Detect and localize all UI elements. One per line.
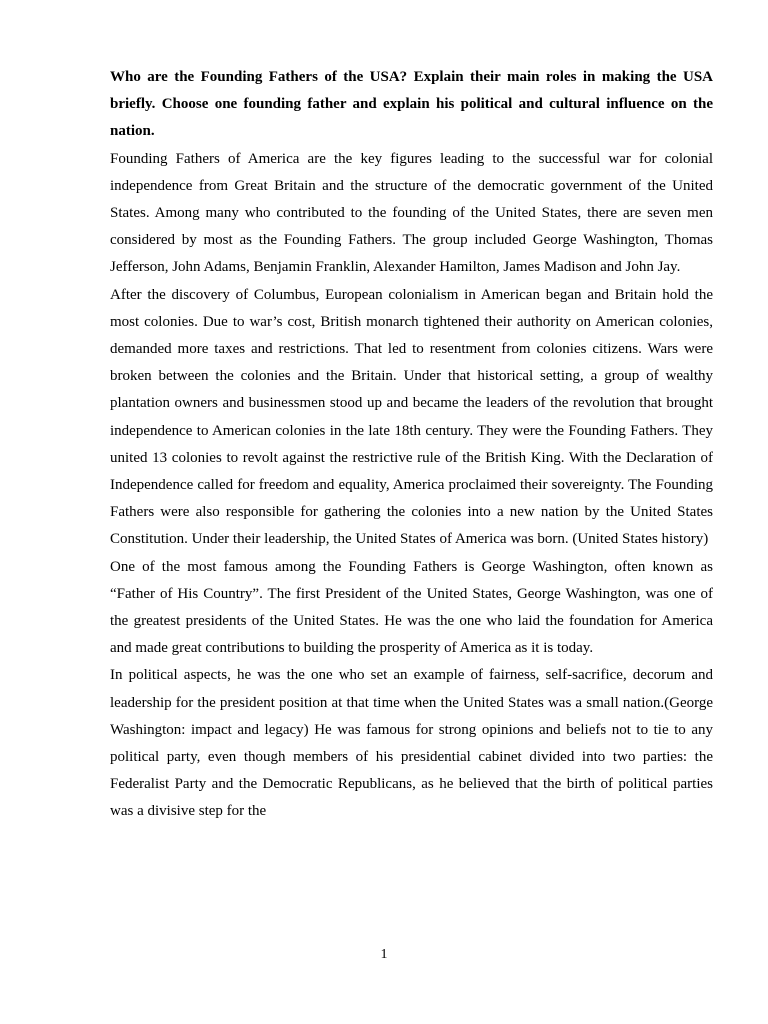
- paragraph-political-aspects: In political aspects, he was the one who set an example of fairness, self-sacrifice, decorum and leadership for the president position at that time when the United States was a small nation.(George Washington: impact and legacy) He was famous for strong opinions and beliefs not to tie to any political party, even though members of his presidential cabinet divided into two parties: the Federalist Party and the Democratic Republicans, as he believed that the birth of political parties was a divisive step for the: [110, 667, 713, 820]
- paragraph-george-washington: One of the most famous among the Founding Fathers is George Washington, often known as “Father of His Country”. The first President of the United States, George Washington, was one of the greatest presidents of the United States. He was the one who laid the foundation for America and made great contributions to building the prosperity of America as it is today.: [110, 558, 713, 657]
- essay-question: Who are the Founding Fathers of the USA? Explain their main roles in making the USA briefly. Choose one founding father and explain his political and cultural influence on the nation.: [110, 69, 713, 140]
- page-number: 1: [380, 947, 388, 962]
- document-page: [110, 64, 713, 826]
- paragraph-historical-setting: After the discovery of Columbus, European colonialism in American began and Britain hold the most colonies. Due to war’s cost, British monarch tightened their authority on American colonies, demanded more taxes and restrictions. That led to resentment from colonies citizens. Wars were broken between the colonies and the Britain. Under that historical setting, a group of wealthy plantation owners and businessmen stood up and became the leaders of the revolution that brought independence to American colonies in the late 18th century. They were the Founding Fathers. They united 13 colonies to revolt against the restrictive rule of the British King. With the Declaration of Independence called for freedom and equality, America proclaimed their sovereignty. The Founding Fathers were also responsible for gathering the colonies into a new nation by the United States Constitution. Under their leadership, the United States of America was born. (United States history): [110, 286, 713, 548]
- paragraph-founding-fathers-intro: Founding Fathers of America are the key figures leading to the successful war for colonial independence from Great Britain and the structure of the democratic government of the United States. Among many who contributed to the founding of the United States, there are seven men considered by most as the Founding Fathers. The group included George Washington, Thomas Jefferson, John Adams, Benjamin Franklin, Alexander Hamilton, James Madison and John Jay.: [110, 150, 713, 276]
